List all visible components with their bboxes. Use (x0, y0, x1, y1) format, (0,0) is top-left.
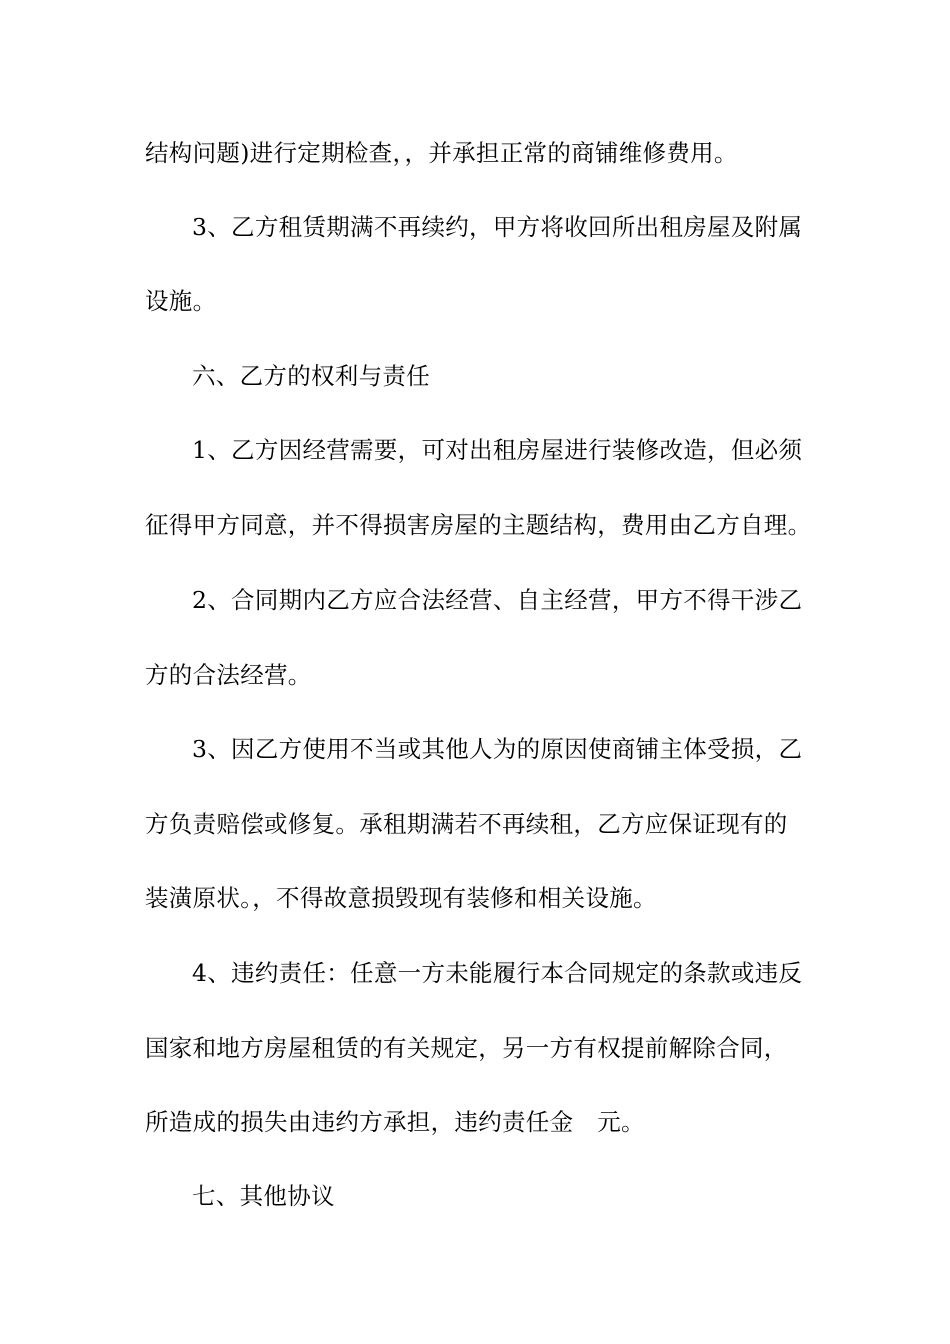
clause-text-line: 4、违约责任：任意一方未能履行本合同规定的条款或违反 (192, 959, 803, 987)
body-text-line: 方的合法经营。 (145, 661, 312, 689)
body-text-line: 装潢原状。，不得故意损毁现有装修和相关设施。 (145, 884, 657, 912)
section-heading: 六、乙方的权利与责任 (192, 362, 430, 390)
body-text-line: 征得甲方同意，并不得损害房屋的主题结构，费用由乙方自理。 (145, 511, 812, 539)
clause-text-line: 1、乙方因经营需要，可对出租房屋进行装修改造，但必须 (192, 436, 803, 464)
body-text-line: 国家和地方房屋租赁的有关规定，另一方有权提前解除合同， (145, 1034, 788, 1062)
body-text-line: 结构问题)进行定期检查，，并承担正常的商铺维修费用。 (145, 139, 738, 167)
body-text-line: 设施。 (145, 287, 217, 315)
clause-text-line: 2、合同期内乙方应合法经营、自主经营，甲方不得干涉乙 (192, 586, 803, 614)
body-text-line: 方负责赔偿或修复。承租期满若不再续租，乙方应保证现有的 (145, 810, 788, 838)
section-heading: 七、其他协议 (192, 1182, 335, 1210)
clause-text-line: 3、因乙方使用不当或其他人为的原因使商铺主体受损，乙 (192, 735, 803, 763)
clause-text-line: 3、乙方租赁期满不再续约，甲方将收回所出租房屋及附属 (192, 213, 803, 241)
body-text-line: 所造成的损失由违约方承担，违约责任金 元。 (145, 1108, 645, 1136)
